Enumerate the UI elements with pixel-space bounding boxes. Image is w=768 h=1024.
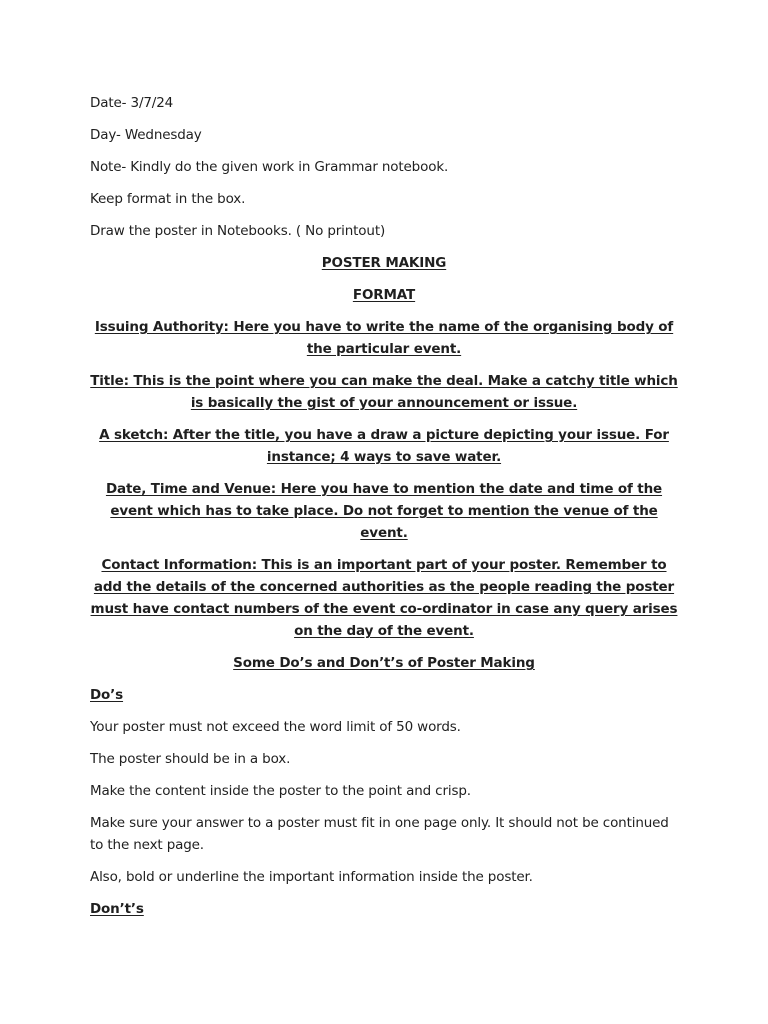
format-heading: FORMAT xyxy=(352,287,416,303)
format-item-contact-information: Contact Information: This is an important part of your poster. Remember to add the details of the concerned authorities as the people reading the poster must have contact numbers of the event co-ordinator in case any query arises on the day of the event. xyxy=(90,557,678,639)
dos-item: Make the content inside the poster to the point and crisp. xyxy=(90,783,471,799)
day-line: Day- Wednesday xyxy=(90,127,202,143)
donts-heading: Don’t’s xyxy=(90,901,144,917)
dos-item: Make sure your answer to a poster must fit in one page only. It should not be continued to the next page. xyxy=(90,815,669,853)
dos-item: Also, bold or underline the important information inside the poster. xyxy=(90,869,533,885)
format-item-date-time-venue: Date, Time and Venue: Here you have to mention the date and time of the event which has to take place. Do not forget to mention the venue of the event. xyxy=(105,481,663,541)
dos-donts-heading: Some Do’s and Don’t’s of Poster Making xyxy=(233,655,535,671)
draw-poster-line: Draw the poster in Notebooks. ( No printout) xyxy=(90,223,386,239)
format-item-sketch: A sketch: After the title, you have a draw a picture depicting your issue. For instance; 4 ways to save water. xyxy=(99,427,669,465)
dos-heading: Do’s xyxy=(90,687,124,703)
dos-item: The poster should be in a box. xyxy=(90,751,291,767)
dos-item: Your poster must not exceed the word limit of 50 words. xyxy=(90,719,461,735)
section-title: POSTER MAKING xyxy=(321,255,447,271)
date-line: Date- 3/7/24 xyxy=(90,95,174,111)
keep-format-line: Keep format in the box. xyxy=(90,191,246,207)
document-page xyxy=(90,92,678,930)
format-item-title: Title: This is the point where you can make the deal. Make a catchy title which is basically the gist of your announcement or issue. xyxy=(90,373,678,411)
note-line: Note- Kindly do the given work in Grammar notebook. xyxy=(90,159,449,175)
format-item-issuing-authority: Issuing Authority: Here you have to write the name of the organising body of the particular event. xyxy=(94,319,674,357)
